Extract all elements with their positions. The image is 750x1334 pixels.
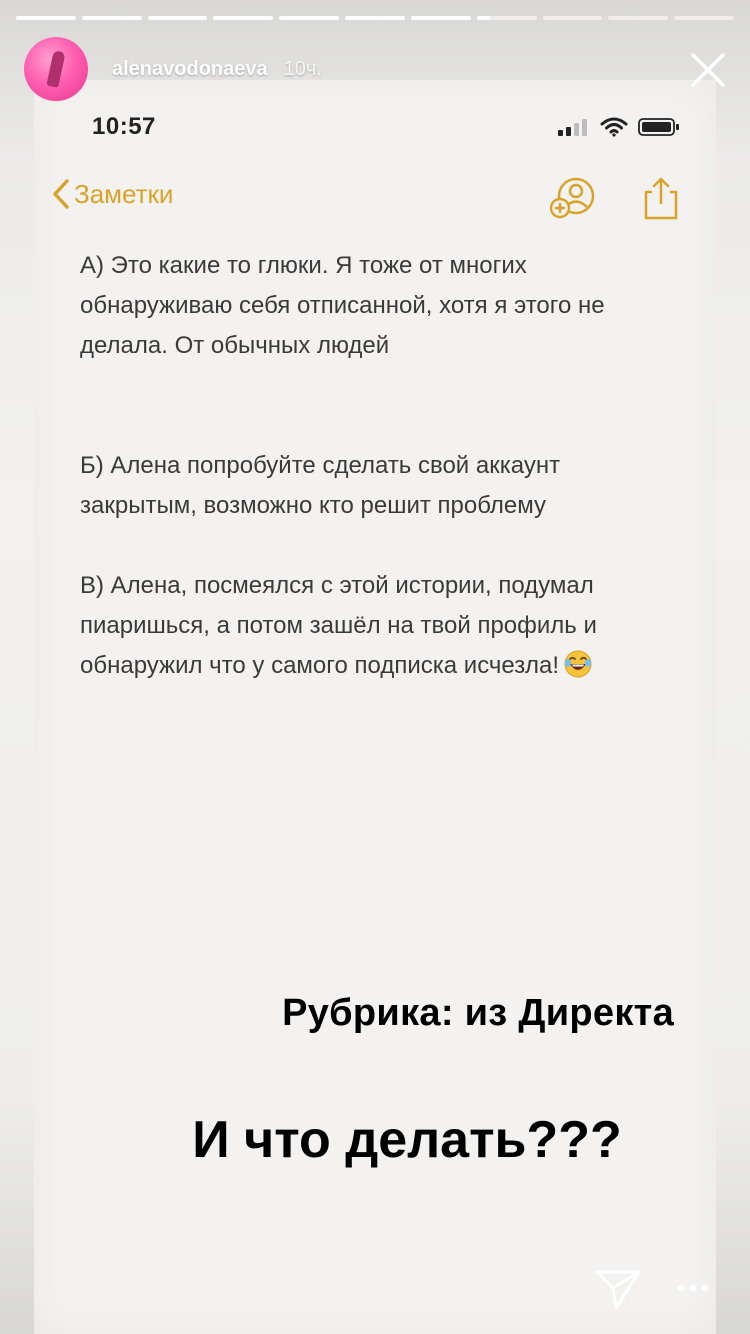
wifi-icon <box>600 117 628 137</box>
status-clock: 10:57 <box>92 113 156 140</box>
progress-segment <box>345 16 405 20</box>
progress-segment <box>16 16 76 20</box>
username[interactable]: alenavodonaeva <box>112 57 268 80</box>
battery-icon <box>638 117 680 137</box>
more-options-button[interactable] <box>676 1280 710 1298</box>
note-text: В) Алена, посмеялся с этой истории, подумал пиаришься, а потом зашёл на твой профиль и обнаружил что у самого подписка исчезла! <box>80 572 597 679</box>
notes-navigation-bar <box>52 176 716 220</box>
back-button[interactable] <box>52 178 173 210</box>
note-paragraph-a <box>80 246 680 366</box>
send-button[interactable] <box>594 1268 642 1317</box>
progress-segment <box>543 16 603 20</box>
note-paragraph-c <box>80 566 680 686</box>
note-text-container <box>80 566 680 686</box>
progress-segment-current <box>477 16 537 20</box>
status-icons <box>558 117 680 137</box>
progress-segment <box>213 16 273 20</box>
progress-segment <box>148 16 208 20</box>
chevron-left-icon <box>52 178 70 210</box>
note-text: А) Это какие то глюки. Я тоже от многих обнаруживаю себя отписанной, хотя я этого не делала. От обычных людей <box>80 252 605 359</box>
avatar[interactable] <box>24 37 88 101</box>
story-header <box>24 36 734 102</box>
add-person-icon <box>550 176 598 220</box>
share-button[interactable] <box>642 176 680 225</box>
story-progress-bar <box>16 16 734 20</box>
note-paragraph-b <box>80 446 680 526</box>
progress-segment <box>411 16 471 20</box>
story-title-overlay: Рубрика: из Директа <box>282 992 674 1034</box>
progress-segment <box>82 16 142 20</box>
close-button[interactable] <box>690 52 726 88</box>
laughing-emoji-icon <box>563 649 593 679</box>
signal-icon <box>558 118 590 136</box>
story-timestamp: 10ч. <box>283 57 322 80</box>
note-text: Б) Алена попробуйте сделать свой аккаунт закрытым, возможно кто решит проблему <box>80 452 561 519</box>
add-person-button[interactable] <box>550 176 598 225</box>
close-icon <box>690 52 726 88</box>
send-icon <box>594 1268 642 1312</box>
phone-status-bar <box>92 112 680 142</box>
progress-segment <box>674 16 734 20</box>
share-icon <box>642 176 680 220</box>
story-question-overlay: И что делать??? <box>192 1111 622 1169</box>
progress-segment <box>608 16 668 20</box>
progress-segment <box>279 16 339 20</box>
more-icon <box>676 1283 710 1293</box>
back-button-label: Заметки <box>74 178 174 209</box>
